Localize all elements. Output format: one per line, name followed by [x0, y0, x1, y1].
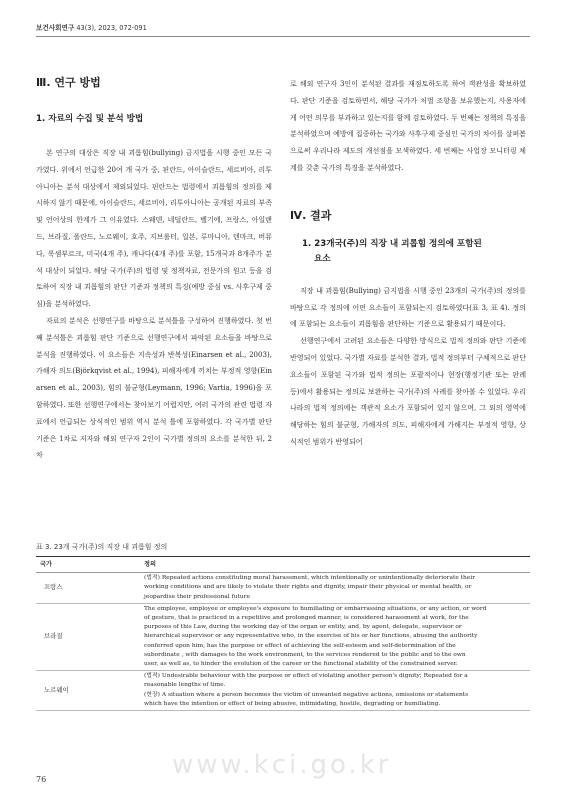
paragraph: 선행연구에서 고려된 요소들은 다양한 방식으로 법적 정의와 판단 기준에 반영되어 있었다. 국가별 자료를 분석한 결과, 법적 정의부터 구체적으로 판단 요소들이 포함된 국가와 법적 정의는 포괄적이나 현장(행정기관 또는 판례 등)에서 활용되는 정의로 보완하는 국가(주)의 사례를 찾아볼 수 있었다. 우리나라의 법적 정의에는 객관적 요소가 포함되어 있지 않으며, 그 외의 영역에 해당하는 힘의 불균형, 가해자의 의도, 피해자에게 가해지는 부정적 영향, 상식적인 범위가 반영되어 — [290, 336, 526, 446]
journal-info: 43(3), 2023, 072-091 — [76, 24, 147, 32]
left-column — [36, 74, 272, 464]
table-header-row — [36, 557, 530, 573]
watermark: www.kci.go.kr — [172, 750, 392, 780]
header-divider — [36, 36, 530, 37]
subsection-heading-data: 1. 자료의 수집 및 분석 방법 — [36, 114, 144, 124]
column-header-country: 국가 — [36, 557, 140, 573]
paragraph: 자료의 분석은 선행연구를 바탕으로 분석틀을 구성하여 진행하였다. 첫 번째 분석틀은 괴롭힘 판단 기준으로 선행연구에서 파악된 요소들을 바탕으로 분석을 진행하였다. 이 요소들은 지속성과 반복성(Einarsen et al., 2003), 가해자 의도(Björkqvist et al., 1994), 피해자에게 끼치는 부정적 영향(Einarsen et al., 2003), 힘의 불균형(Leymann, 1996; Vartia, 1996)을 포함하였다. 또한 선행연구에서는 찾아보기 어렵지만, 여러 국가의 관련 법령 자료에서 언급되는 상식적인 범위 역시 분석 틀에 포함하였다. 각 국가별 판단 기준은 1차로 저자와 해외 연구자 2인이 국가별 정의의 요소를 분석한 뒤, 2차 — [36, 315, 272, 460]
right-column — [290, 76, 526, 451]
running-header — [36, 22, 147, 32]
country-cell: 노르웨이 — [36, 671, 140, 711]
journal-name: 보건사회연구 — [36, 24, 75, 32]
table-row — [36, 603, 530, 670]
section-heading-methods: Ⅲ. 연구 방법 — [36, 76, 101, 89]
definition-cell: (법적) Repeated actions constituting moral harassment, which intentionally or unintentionally deteriorate their working conditions and are likely to violate their rights and dignity, impair their physical or mental health, or jeopardise their professional future — [140, 573, 530, 604]
column-header-definition: 정의 — [140, 557, 530, 573]
subsection-heading-elements: 1. 23개국(주)의 직장 내 괴롭힘 정의에 포함된 요소 — [302, 238, 482, 264]
definition-cell: (법적) Undesirable behaviour with the purpose or effect of violating another person's dignity; Repeated for a reasonable lengths of time. (현장) A situation where a person becomes the victim of unwanted negative actions, omissions or statements which have the intention or effect of being abusive, intimidating, hostile, degrading or humiliating. — [140, 671, 530, 711]
definition-cell: The employee, employee or employee's exposure to humiliating or embarrassing situations, or any action, or word of gesture, that is practiced in a repetitive and prolonged manner, is considered harassment at work, for the purposes of this Law, during the working day of the organ or entity, and, by agent, delegate, supervisor or hierarchical supervisor or any representative who, in the exercise of his or her functions, abusing the authority conferred upon him, has the purpose or effect of achieving the self-esteem and self-determination of the subordinate , with damages to the work environment, to the services rendered to the public and to the own user, as well as, to hinder the evolution of the career or the functional stability of the constrained server. — [140, 603, 530, 670]
country-cell: 프랑스 — [36, 573, 140, 604]
paragraph: 본 연구의 대상은 직장 내 괴롭힘(bullying) 금지법을 시행 중인 모든 국가였다. 위에서 언급한 20여 개 국가 중, 핀란드, 아이슬란드, 세르비아, 리투아니아는 분석 대상에서 제외되었다. 핀란드는 법령에서 괴롭힘의 정의를 제시하지 않기 때문에, 아이슬란드, 세르비아, 리투아니아는 공개된 자료의 부족 및 언어상의 한계가 그 이유였다. 스웨덴, 네덜란드, 벨기에, 프랑스, 아일랜드, 브라질, 폴란드, 노르웨이, 호주, 지브롤터, 일본, 루마니아, 덴마크, 버뮤다, 룩셈부르크, 미국(4개 주), 캐나다(4개 주)를 포함, 15개국과 8개주가 분석 대상이 되었다. 해당 국가(주)의 법령 및 정책자료, 전문가의 원고 등을 검토하여 직장 내 괴롭힘의 판단 기준과 정책의 특징(예방 중심 vs. 사후구제 중심)을 분석하였다. — [36, 148, 272, 309]
country-cell: 브라질 — [36, 603, 140, 670]
table-row — [36, 671, 530, 711]
definitions-table — [36, 556, 530, 711]
page-number: 76 — [36, 775, 47, 784]
paragraph: 로 해외 연구자 3인이 분석된 결과를 재점토하도록 하여 객관성을 확보하였다. 판단 기준을 검토하면서, 해당 국가가 처벌 조항을 보유했는지, 사용자에게 어떤 의무를 부과하고 있는지를 함께 검토하였다. 두 번째는 정책의 특징을 분석하였으며 예방에 집중하는 국가와 사후구제 중심인 국가의 차이를 살펴봄으로써 우리나라 제도의 개선점을 모색하였다. 세 번째는 사업장 모니터링 체계를 갖춘 국가의 특징을 분석하였다. — [290, 79, 526, 172]
table-row — [36, 573, 530, 604]
table-caption: 표 3. 23개 국가(주)의 직장 내 괴롭힘 정의 — [36, 543, 168, 551]
section-heading-results: Ⅳ. 결과 — [290, 208, 332, 222]
paragraph: 직장 내 괴롭힘(Bullying) 금지법을 시행 중인 23개의 국가(주)의 정의를 바탕으로 각 정의에 어떤 요소들이 포함되는지 검토하였다(표 3, 표 4). 정의에 포함되는 요소들이 괴롭힘을 판단하는 기준으로 활용되기 때문이다. — [290, 285, 526, 329]
